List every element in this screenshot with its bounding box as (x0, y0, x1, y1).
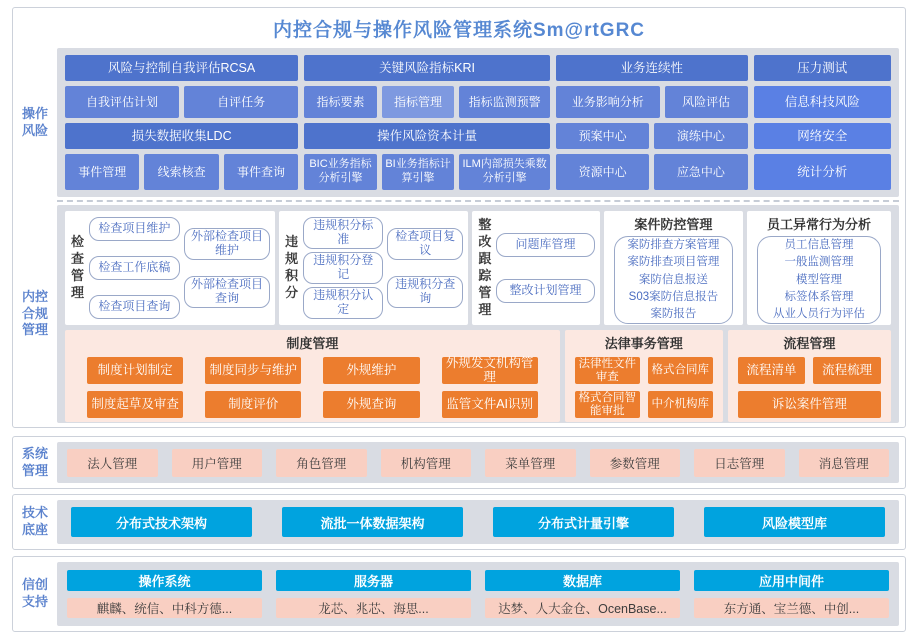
orange-button: 格式合同库 (648, 357, 713, 384)
side-label-text: 操作风险 (21, 105, 48, 138)
pink-button: 日志管理 (694, 449, 785, 477)
module-header-stress: 压力测试 (754, 55, 891, 81)
module-block: 指标要素 (304, 86, 377, 118)
compliance-row-top (65, 211, 891, 325)
list-line: 一般监测管理 (784, 256, 854, 269)
button-column (184, 217, 270, 319)
module-block: 自评任务 (184, 86, 298, 118)
side-label-xinchuang (13, 557, 57, 631)
panel-vertical-label (284, 217, 299, 319)
panel-vertical-label (70, 217, 85, 319)
module-block: 事件管理 (65, 154, 139, 190)
orange-button-grid (87, 357, 538, 418)
vendor-row: 达梦、人大金仓、OcenBase... (485, 598, 680, 619)
vendor-row: 麒麟、统信、中科方德... (67, 598, 262, 619)
vendor-row: 龙芯、兆芯、海思... (276, 598, 471, 619)
section-operational-risk (13, 48, 905, 197)
orange-button: 制度起草及审查 (87, 391, 183, 418)
side-label-text: 信创支持 (21, 577, 48, 609)
module-block: 资源中心 (556, 154, 649, 190)
orange-button-wide: 诉讼案件管理 (738, 391, 881, 418)
orange-button-grid (575, 357, 713, 418)
outline-button: 外部检查项目维护 (184, 228, 270, 260)
orange-button: 中介机构库 (648, 391, 713, 418)
orange-button: 监管文件AI识别 (442, 391, 538, 418)
module-block: 预案中心 (556, 123, 649, 149)
panel-employee-behavior (747, 211, 891, 325)
orange-button: 外规发文机构管理 (442, 357, 538, 384)
outline-list-box (757, 236, 881, 324)
cyan-header: 操作系统 (67, 570, 262, 591)
pink-button: 参数管理 (590, 449, 681, 477)
group-stress-test (754, 55, 891, 190)
cyan-button: 流批一体数据架构 (282, 507, 463, 537)
side-label-tech (13, 495, 57, 549)
compliance-container (57, 205, 899, 423)
module-block: BI业务指标计算引擎 (382, 154, 455, 190)
list-line: S03案防信息报告 (628, 290, 719, 303)
list-line: 员工信息管理 (784, 239, 854, 251)
outline-button: 违规积分登记 (303, 252, 383, 284)
panel-title: 流程管理 (783, 336, 836, 351)
tech-base-box (12, 494, 906, 550)
panel-inspection-mgmt (65, 211, 275, 325)
orange-button: 法律性文件审查 (575, 357, 640, 384)
module-block: 风险评估 (665, 86, 748, 118)
pink-button: 法人管理 (67, 449, 158, 477)
outline-list-box (614, 236, 733, 324)
xinchuang-container (57, 562, 899, 626)
main-architecture-box (12, 7, 906, 428)
orange-button: 制度评价 (205, 391, 301, 418)
module-block: 统计分析 (754, 154, 891, 190)
system-mgmt-container (57, 442, 899, 483)
pink-button: 消息管理 (799, 449, 890, 477)
outline-button: 检查项目查询 (89, 295, 180, 319)
module-block: BIC业务指标分析引擎 (304, 154, 377, 190)
compliance-row-bottom (65, 330, 891, 422)
list-line: 标签体系管理 (784, 290, 854, 303)
outline-button: 违规积分认定 (303, 287, 383, 319)
module-block: 应急中心 (654, 154, 747, 190)
list-line: 从业人员行为评估 (773, 308, 866, 320)
orange-button: 制度计划制定 (87, 357, 183, 384)
module-block: 线索核查 (144, 154, 218, 190)
panel-vertical-label-text: 违规积分 (285, 234, 299, 300)
cyan-button: 分布式技术架构 (71, 507, 252, 537)
module-header-ldc: 损失数据收集LDC (65, 123, 298, 149)
button-column (387, 217, 463, 319)
panel-legal-affairs (565, 330, 723, 422)
list-line: 模型管理 (796, 273, 843, 286)
pink-button: 菜单管理 (485, 449, 576, 477)
panel-vertical-label-text: 检查管理 (70, 234, 84, 300)
group-rcsa-ldc (65, 55, 298, 190)
button-column (496, 217, 594, 319)
panel-title: 案件防控管理 (634, 217, 713, 232)
button-column (303, 217, 383, 319)
outline-button: 检查项目维护 (89, 217, 180, 241)
module-block: 事件查询 (224, 154, 298, 190)
orange-button: 外规维护 (323, 357, 419, 384)
vendor-row: 东方通、宝兰德、中创... (694, 598, 889, 619)
tech-base-container (57, 500, 899, 544)
list-line: 案防报告 (650, 308, 697, 320)
panel-vertical-label (477, 217, 492, 319)
side-label-system (13, 437, 57, 488)
orange-button: 格式合同智能审批 (575, 391, 640, 418)
panel-title: 制度管理 (286, 336, 339, 351)
section-compliance (13, 205, 905, 423)
button-column (89, 217, 180, 319)
module-block: ILM内部损失乘数分析引擎 (459, 154, 550, 190)
outline-button: 检查项目复议 (387, 228, 463, 260)
panel-process-mgmt (728, 330, 891, 422)
module-header-bcm: 业务连续性 (556, 55, 748, 81)
module-block: 指标监测预警 (459, 86, 550, 118)
module-header-rcsa: 风险与控制自我评估RCSA (65, 55, 298, 81)
module-block: 网络安全 (754, 123, 891, 149)
pink-button: 角色管理 (276, 449, 367, 477)
panel-vertical-label-text: 整改跟踪管理 (478, 217, 492, 317)
outline-button: 违规积分查询 (387, 276, 463, 308)
module-block: 信息科技风险 (754, 86, 891, 118)
group-kri-capital (304, 55, 550, 190)
module-header-kri: 关键风险指标KRI (304, 55, 550, 81)
orange-button: 流程梳理 (813, 357, 881, 384)
system-mgmt-box (12, 436, 906, 489)
module-header-capital: 操作风险资本计量 (304, 123, 550, 149)
panel-rectification-tracking (472, 211, 599, 325)
cyan-header: 服务器 (276, 570, 471, 591)
module-block-highlight: 指标管理 (382, 86, 455, 118)
xinchuang-column-middleware (694, 570, 889, 618)
cyan-header: 数据库 (485, 570, 680, 591)
outline-button: 违规积分标准 (303, 217, 383, 249)
module-block: 自我评估计划 (65, 86, 179, 118)
orange-button: 流程清单 (738, 357, 806, 384)
side-label-text: 内控合规管理 (21, 288, 48, 338)
cyan-button: 分布式计量引擎 (493, 507, 674, 537)
group-business-continuity (556, 55, 748, 190)
panel-title: 员工异常行为分析 (767, 217, 872, 232)
outline-button: 外部检查项目查询 (184, 276, 270, 308)
operational-risk-container (57, 48, 899, 197)
xinchuang-column-os (67, 570, 262, 618)
dashed-divider (57, 200, 899, 202)
outline-button: 问题库管理 (496, 233, 594, 257)
side-label-text: 系统管理 (21, 445, 48, 478)
module-block: 演练中心 (654, 123, 747, 149)
outline-button: 检查工作底稿 (89, 256, 180, 280)
side-label-operational-risk (13, 48, 57, 197)
orange-button: 制度同步与维护 (205, 357, 301, 384)
list-line: 案防信息报送 (638, 273, 708, 286)
pink-button: 用户管理 (172, 449, 263, 477)
pink-button: 机构管理 (381, 449, 472, 477)
panel-policy-mgmt (65, 330, 560, 422)
cyan-header: 应用中间件 (694, 570, 889, 591)
xinchuang-box (12, 556, 906, 632)
orange-button-row (738, 357, 881, 384)
panel-violation-points (279, 211, 468, 325)
module-block: 业务影响分析 (556, 86, 660, 118)
xinchuang-column-server (276, 570, 471, 618)
xinchuang-column-database (485, 570, 680, 618)
outline-button: 整改计划管理 (496, 279, 594, 303)
list-line: 案防排查方案管理 (627, 239, 720, 251)
page-title: 内控合规与操作风险管理系统Sm@rtGRC (272, 19, 646, 41)
panel-title: 法律事务管理 (604, 336, 683, 351)
orange-button: 外规查询 (323, 391, 419, 418)
panel-case-prevention (604, 211, 743, 325)
list-line: 案防排查项目管理 (627, 256, 720, 269)
cyan-button: 风险模型库 (704, 507, 885, 537)
side-label-text: 技术底座 (21, 505, 48, 537)
side-label-compliance (13, 205, 57, 423)
